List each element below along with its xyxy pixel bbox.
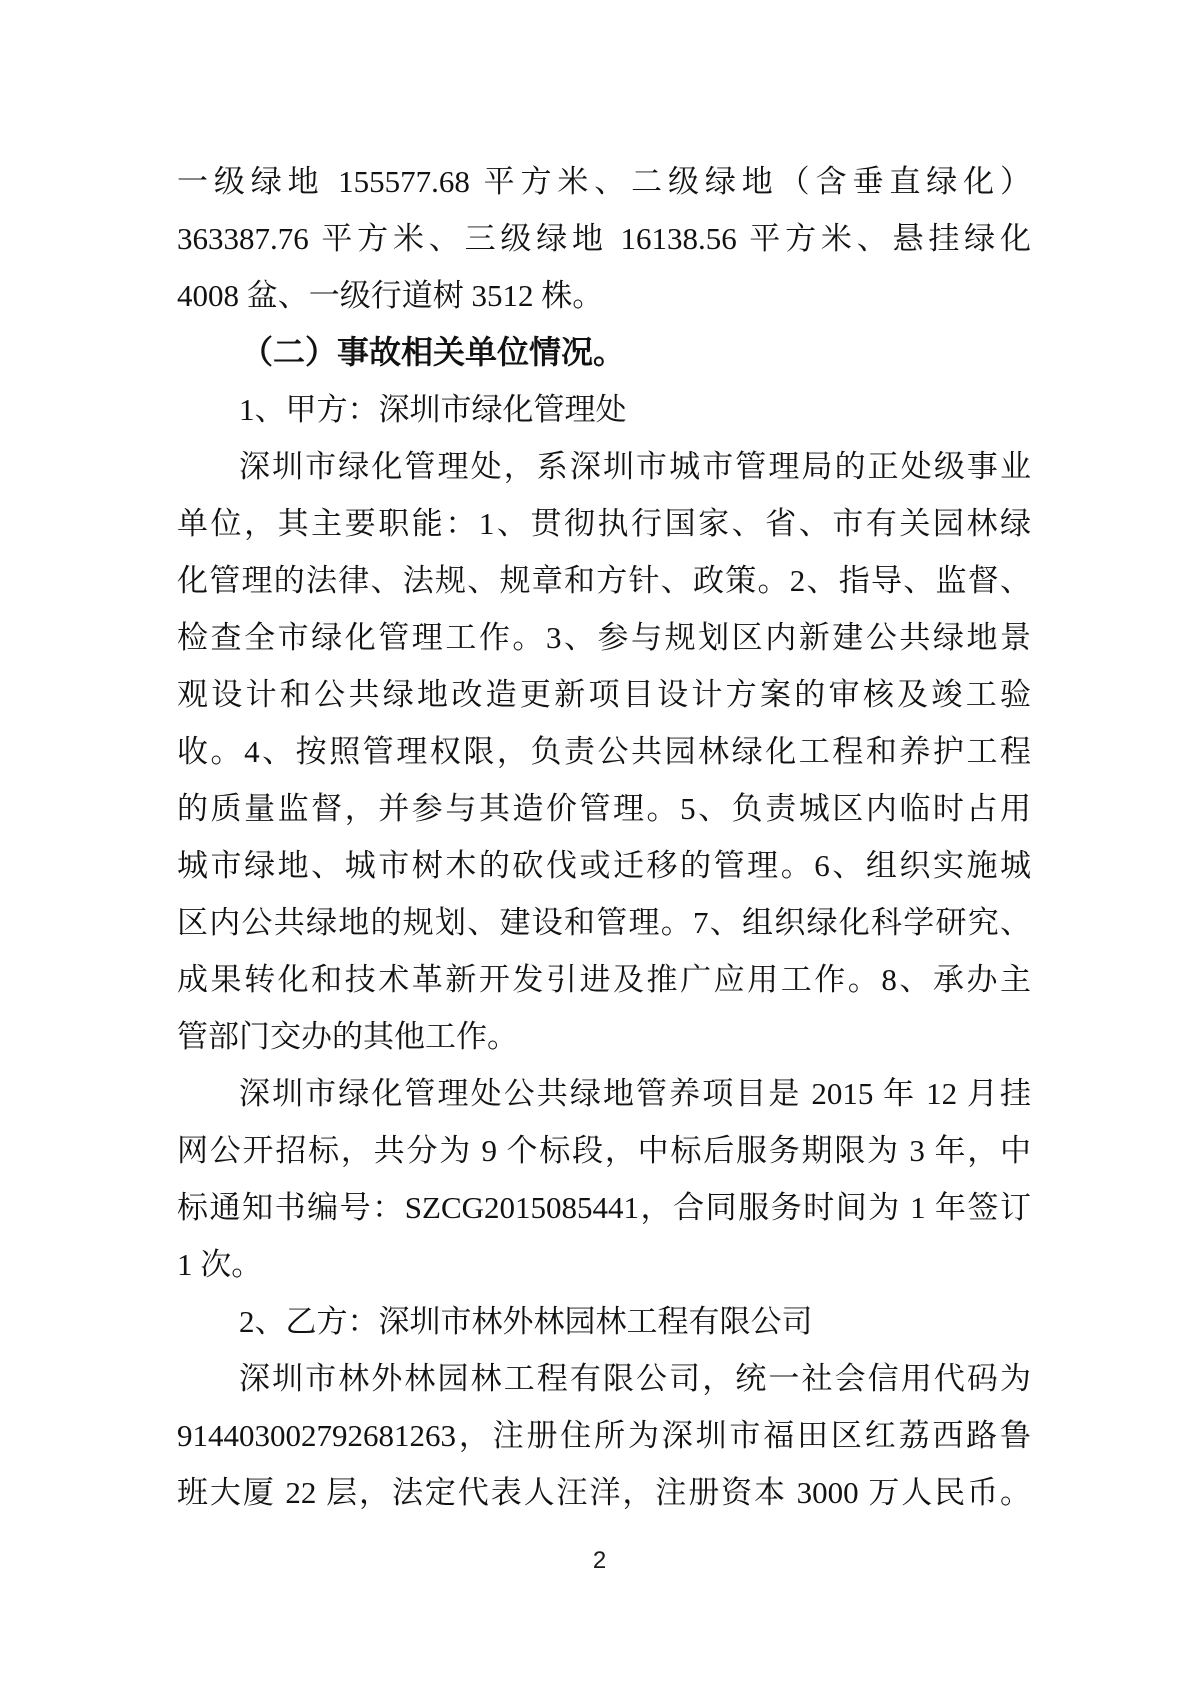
text-line: 检查全市绿化管理工作。3、参与规划区内新建公共绿地景 [177, 620, 1031, 655]
text-line: 363387.76 平方米、三级绿地 16138.56 平方米、悬挂绿化 [177, 221, 1031, 256]
text-line: 班大厦 22 层，法定代表人汪洋，注册资本 3000 万人民币。 [177, 1475, 1031, 1510]
paragraph [177, 153, 1031, 324]
text-line: 收。4、按照管理权限，负责公共园林绿化工程和养护工程 [177, 734, 1031, 769]
page-number: 2 [592, 1547, 607, 1574]
text-line: 914403002792681263，注册住所为深圳市福田区红荔西路鲁 [177, 1418, 1031, 1453]
paragraph [177, 438, 1031, 1065]
text-line: 深圳市绿化管理处，系深圳市城市管理局的正处级事业 [239, 449, 1031, 484]
paragraph [177, 1065, 1031, 1293]
paragraph [177, 381, 1031, 438]
text-line: 深圳市林外林园林工程有限公司，统一社会信用代码为 [239, 1361, 1031, 1396]
text-line: 化管理的法律、法规、规章和方针、政策。2、指导、监督、 [177, 563, 1031, 598]
text-line: 深圳市绿化管理处公共绿地管养项目是 2015 年 12 月挂 [239, 1076, 1031, 1111]
text-line: 1 次。 [177, 1247, 263, 1282]
text-line: 网公开招标，共分为 9 个标段，中标后服务期限为 3 年，中 [177, 1133, 1031, 1168]
paragraph [177, 1350, 1031, 1521]
text-line: 观设计和公共绿地改造更新项目设计方案的审核及竣工验 [177, 677, 1031, 712]
text-line: 管部门交办的其他工作。 [177, 1019, 518, 1054]
text-line: 区内公共绿地的规划、建设和管理。7、组织绿化科学研究、 [177, 905, 1031, 940]
text-line: 单位，其主要职能：1、贯彻执行国家、省、市有关园林绿 [177, 506, 1031, 541]
paragraph [177, 324, 1031, 381]
text-line: 4008 盆、一级行道树 3512 株。 [177, 278, 604, 313]
text-line: 一级绿地 155577.68 平方米、二级绿地（含垂直绿化） [177, 164, 1031, 199]
text-line: 的质量监督，并参与其造价管理。5、负责城区内临时占用 [177, 791, 1031, 826]
paragraph [177, 1293, 1031, 1350]
text-line: 成果转化和技术革新开发引进及推广应用工作。8、承办主 [177, 962, 1031, 997]
text-line: 城市绿地、城市树木的砍伐或迁移的管理。6、组织实施城 [177, 848, 1031, 883]
text-line: 1、甲方：深圳市绿化管理处 [239, 392, 627, 427]
text-line: 2、乙方：深圳市林外林园林工程有限公司 [239, 1304, 813, 1339]
section-heading: （二）事故相关单位情况。 [241, 334, 626, 370]
document-text-block [177, 153, 1031, 1521]
text-line: 标通知书编号：SZCG2015085441，合同服务时间为 1 年签订 [177, 1190, 1031, 1225]
